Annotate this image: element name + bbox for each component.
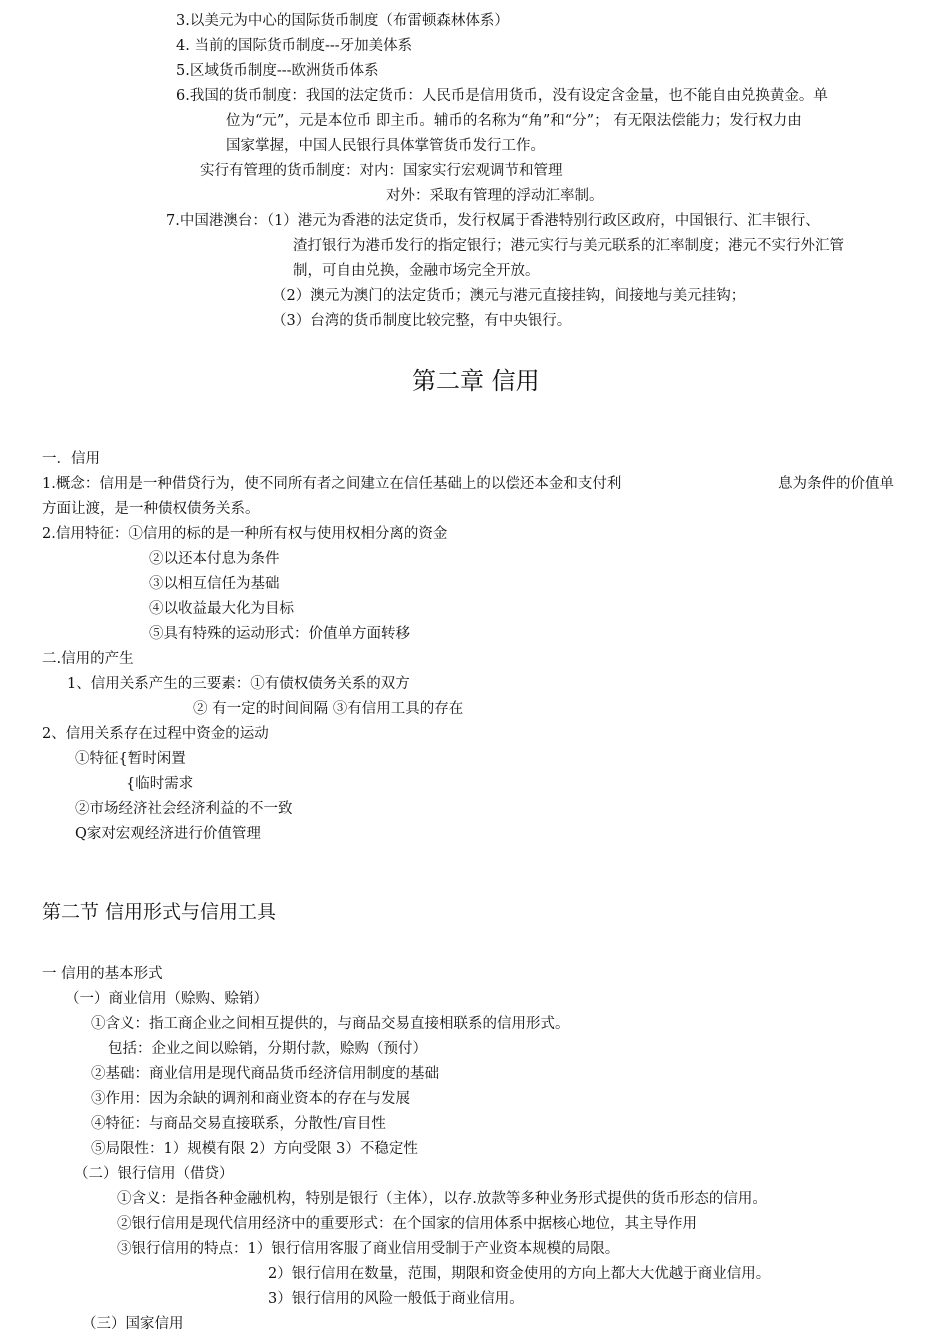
- text-line: 7.中国港澳台：（1）港元为香港的法定货币，发行权属于香港特别行政区政府，中国银行、汇丰银行、: [166, 213, 820, 229]
- text-line: 6.我国的货币制度：我国的法定货币：人民币是信用货币，没有设定含金量，也不能自由兑换黄金。单: [176, 88, 828, 104]
- text-line: 2.信用特征：①信用的标的是一种所有权与使用权相分离的资金: [42, 526, 448, 542]
- text-line: （2）澳元为澳门的法定货币；澳元与港元直接挂钩，间接地与美元挂钩；: [272, 288, 746, 304]
- text-line: ④以收益最大化为目标: [149, 601, 294, 617]
- text-line: 2）银行信用在数量，范围，期限和资金使用的方向上都大大优越于商业信用。: [268, 1266, 771, 1282]
- text-line: 国家掌握，中国人民银行具体掌管货币发行工作。: [226, 138, 545, 154]
- text-line: ②以还本付息为条件: [149, 551, 280, 567]
- text-line: ②银行信用是现代信用经济中的重要形式：在个国家的信用体系中据核心地位，其主导作用: [117, 1216, 697, 1232]
- text-line: ⑤具有特殊的运动形式：价值单方面转移: [149, 626, 410, 642]
- text-line: Q家对宏观经济进行价值管理: [75, 826, 261, 842]
- text-line: ②基础：商业信用是现代商品货币经济信用制度的基础: [91, 1066, 439, 1082]
- text-line: ② 有一定的时间间隔 ③有信用工具的存在: [193, 701, 464, 717]
- section-title: 第二节 信用形式与信用工具: [42, 901, 277, 923]
- text-line: 实行有管理的货币制度：对内：国家实行宏观调节和管理: [200, 163, 563, 179]
- text-line: 2、信用关系存在过程中资金的运动: [42, 726, 269, 742]
- section-heading: 二.信用的产生: [42, 651, 134, 667]
- text-line: ③银行信用的特点：1）银行信用客服了商业信用受制于产业资本规模的局限。: [117, 1241, 620, 1257]
- text-line: 息为条件的价值单: [778, 476, 894, 492]
- section-heading: 一．信用: [42, 451, 100, 467]
- text-line: ③作用：因为余缺的调剂和商业资本的存在与发展: [91, 1091, 410, 1107]
- text-line: ①特征{暂时闲置: [75, 751, 186, 767]
- text-line: 渣打银行为港币发行的指定银行；港元实行与美元联系的汇率制度；港元不实行外汇管: [293, 238, 844, 254]
- text-line: 包括：企业之间以赊销，分期付款，赊购（预付）: [108, 1041, 427, 1057]
- text-line: 对外：采取有管理的浮动汇率制。: [386, 188, 604, 204]
- text-line: 3.以美元为中心的国际货币制度（布雷顿森林体系）: [176, 13, 509, 29]
- text-line: （3）台湾的货币制度比较完整，有中央银行。: [272, 313, 572, 329]
- chapter-title: 第二章 信用: [412, 367, 540, 395]
- text-line: ③以相互信任为基础: [149, 576, 280, 592]
- text-line: 制，可自由兑换，金融市场完全开放。: [293, 263, 540, 279]
- text-line: ⑤局限性：1）规模有限 2）方向受限 3）不稳定性: [91, 1141, 418, 1157]
- text-line: ①含义：是指各种金融机构，特别是银行（主体），以存.放款等多种业务形式提供的货币形态的信用。: [117, 1191, 767, 1207]
- text-line: ②市场经济社会经济利益的不一致: [75, 801, 293, 817]
- text-line: 方面让渡，是一种债权债务关系。: [42, 501, 260, 517]
- text-line: {临时需求: [126, 776, 194, 792]
- text-line: 1.概念：信用是一种借贷行为，使不同所有者之间建立在信任基础上的以偿还本金和支付利: [42, 476, 622, 492]
- text-line: （一）商业信用（赊购、赊销）: [65, 991, 268, 1007]
- text-line: ①含义：指工商企业之间相互提供的，与商品交易直接相联系的信用形式。: [91, 1016, 570, 1032]
- text-line: 位为“元”，元是本位币 即主币。辅币的名称为“角”和“分”； 有无限法偿能力；发行权力由: [226, 113, 802, 129]
- section-heading: 一 信用的基本形式: [42, 966, 163, 982]
- text-line: ④特征：与商品交易直接联系，分散性/盲目性: [91, 1116, 386, 1132]
- text-line: 4. 当前的国际货币制度---牙加美体系: [176, 38, 413, 54]
- text-line: （二）银行信用（借贷）: [74, 1166, 234, 1182]
- text-line: 1、信用关系产生的三要素：①有债权债务关系的双方: [67, 676, 410, 692]
- text-line: （三）国家信用: [82, 1316, 184, 1332]
- text-line: 5.区域货币制度---欧洲货币体系: [176, 63, 379, 79]
- text-line: 3）银行信用的风险一般低于商业信用。: [268, 1291, 524, 1307]
